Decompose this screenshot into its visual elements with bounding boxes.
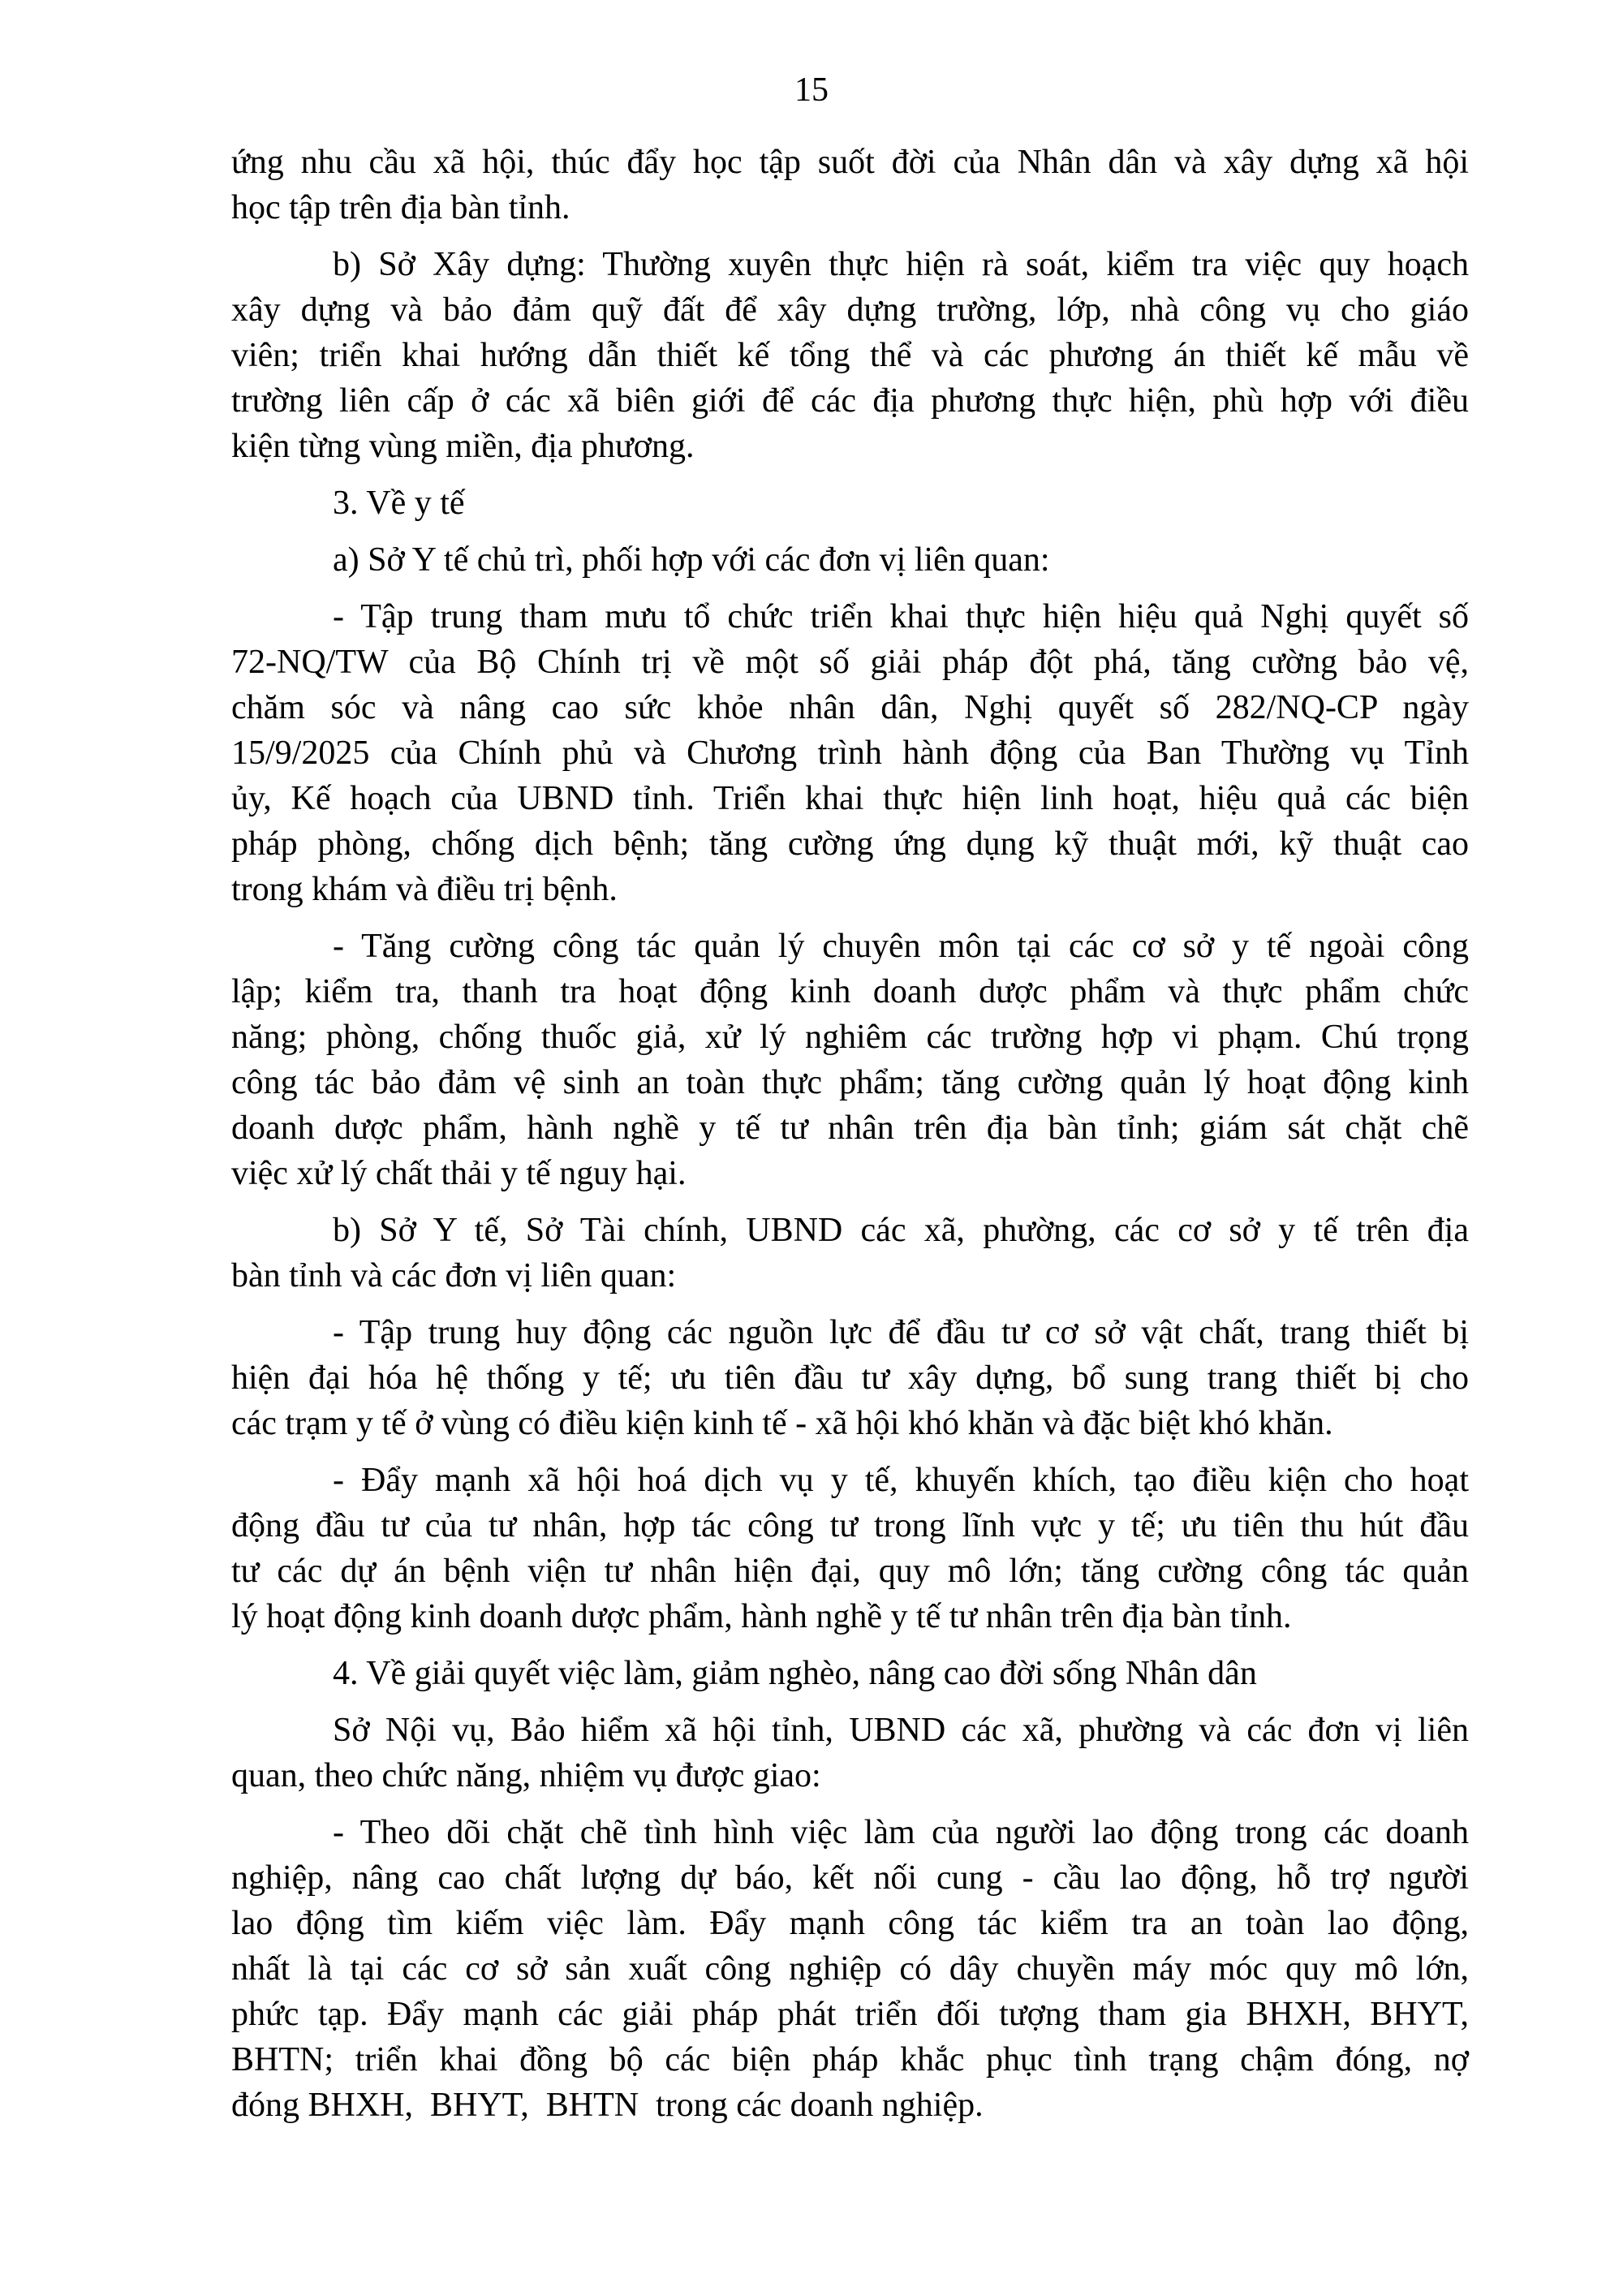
text-line: trong khám và điều trị bệnh. xyxy=(231,871,618,908)
text-line: pháp phòng, chống dịch bệnh; tăng cường ứng dụng kỹ thuật mới, kỹ thuật cao xyxy=(231,825,1469,863)
text-line: - Tăng cường công tác quản lý chuyên môn tại các cơ sở y tế ngoài công xyxy=(333,928,1469,965)
section-heading xyxy=(231,480,1469,526)
text-line: BHTN; triển khai đồng bộ các biện pháp khắc phục tình trạng chậm đóng, nợ xyxy=(231,2041,1469,2078)
text-line: - Đẩy mạnh xã hội hoá dịch vụ y tế, khuyến khích, tạo điều kiện cho hoạt xyxy=(333,1462,1469,1499)
text-line: lập; kiểm tra, thanh tra hoạt động kinh doanh dược phẩm và thực phẩm chức xyxy=(231,973,1469,1010)
text-line: nhất là tại các cơ sở sản xuất công nghiệp có dây chuyền máy móc quy mô lớn, xyxy=(231,1950,1469,1988)
paragraph xyxy=(231,1810,1469,2128)
text-line: xây dựng và bảo đảm quỹ đất để xây dựng trường, lớp, nhà công vụ cho giáo xyxy=(231,291,1469,329)
paragraph xyxy=(231,242,1469,469)
text-line: phức tạp. Đẩy mạnh các giải pháp phát triển đối tượng tham gia BHXH, BHYT, xyxy=(231,1996,1469,2033)
text-line: việc xử lý chất thải y tế nguy hại. xyxy=(231,1155,687,1192)
text-line: tư các dự án bệnh viện tư nhân hiện đại, quy mô lớn; tăng cường công tác quản xyxy=(231,1553,1469,1590)
text-line: chăm sóc và nâng cao sức khỏe nhân dân, Nghị quyết số 282/NQ-CP ngày xyxy=(231,689,1469,726)
text-line: trường liên cấp ở các xã biên giới để các địa phương thực hiện, phù hợp với điều xyxy=(231,382,1469,420)
text-line: 4. Về giải quyết việc làm, giảm nghèo, nâng cao đời sống Nhân dân xyxy=(333,1655,1257,1692)
text-line: 72-NQ/TW của Bộ Chính trị về một số giải pháp đột phá, tăng cường bảo vệ, xyxy=(231,644,1469,681)
paragraph xyxy=(231,140,1469,230)
text-line: kiện từng vùng miền, địa phương. xyxy=(231,428,695,465)
text-line: - Theo dõi chặt chẽ tình hình việc làm của người lao động trong các doanh xyxy=(333,1814,1469,1851)
paragraph xyxy=(231,1708,1469,1798)
text-line: ứng nhu cầu xã hội, thúc đẩy học tập suốt đời của Nhân dân và xây dựng xã hội xyxy=(231,144,1469,181)
text-line: bàn tỉnh và các đơn vị liên quan: xyxy=(231,1257,677,1294)
paragraph xyxy=(231,1208,1469,1299)
section-heading xyxy=(231,1651,1469,1696)
text-line: 3. Về y tế xyxy=(333,485,465,522)
text-line: viên; triển khai hướng dẫn thiết kế tổng thể và các phương án thiết kế mẫu về xyxy=(231,337,1469,374)
text-line: hiện đại hóa hệ thống y tế; ưu tiên đầu tư xây dựng, bổ sung trang thiết bị cho xyxy=(231,1359,1469,1397)
text-line: 15/9/2025 của Chính phủ và Chương trình hành động của Ban Thường vụ Tỉnh xyxy=(231,734,1469,772)
text-line: ủy, Kế hoạch của UBND tỉnh. Triển khai thực hiện linh hoạt, hiệu quả các biện xyxy=(231,780,1469,817)
text-line: doanh dược phẩm, hành nghề y tế tư nhân trên địa bàn tỉnh; giám sát chặt chẽ xyxy=(231,1109,1469,1147)
paragraph xyxy=(231,1310,1469,1446)
text-line: b) Sở Xây dựng: Thường xuyên thực hiện rà soát, kiểm tra việc quy hoạch xyxy=(333,246,1469,283)
text-line: b) Sở Y tế, Sở Tài chính, UBND các xã, phường, các cơ sở y tế trên địa xyxy=(333,1212,1469,1249)
paragraph xyxy=(231,537,1469,583)
text-line: - Tập trung tham mưu tổ chức triển khai thực hiện hiệu quả Nghị quyết số xyxy=(333,598,1469,635)
text-line: lý hoạt động kinh doanh dược phẩm, hành nghề y tế tư nhân trên địa bàn tỉnh. xyxy=(231,1598,1292,1635)
paragraph xyxy=(231,924,1469,1196)
text-line: năng; phòng, chống thuốc giả, xử lý nghiêm các trường hợp vi phạm. Chú trọng xyxy=(231,1019,1469,1056)
text-line: - Tập trung huy động các nguồn lực để đầu tư cơ sở vật chất, trang thiết bị xyxy=(333,1314,1469,1351)
text-line: đóng BHXH, BHYT, BHTN trong các doanh nghiệp. xyxy=(231,2087,984,2124)
text-line: động đầu tư của tư nhân, hợp tác công tư trong lĩnh vực y tế; ưu tiên thu hút đầu xyxy=(231,1507,1469,1544)
text-line: lao động tìm kiếm việc làm. Đẩy mạnh công tác kiểm tra an toàn lao động, xyxy=(231,1905,1469,1942)
text-line: các trạm y tế ở vùng có điều kiện kinh tế - xã hội khó khăn và đặc biệt khó khăn. xyxy=(231,1405,1333,1442)
text-line: học tập trên địa bàn tỉnh. xyxy=(231,189,570,226)
text-line: quan, theo chức năng, nhiệm vụ được giao: xyxy=(231,1757,821,1794)
text-line: công tác bảo đảm vệ sinh an toàn thực phẩm; tăng cường quản lý hoạt động kinh xyxy=(231,1064,1469,1101)
text-line: Sở Nội vụ, Bảo hiểm xã hội tỉnh, UBND các xã, phường và các đơn vị liên xyxy=(333,1712,1469,1749)
paragraph xyxy=(231,1458,1469,1639)
text-line: a) Sở Y tế chủ trì, phối hợp với các đơn vị liên quan: xyxy=(333,541,1050,579)
text-line: nghiệp, nâng cao chất lượng dự báo, kết nối cung - cầu lao động, hỗ trợ người xyxy=(231,1859,1469,1897)
page-number: 15 xyxy=(794,71,829,109)
paragraph xyxy=(231,594,1469,912)
document-body xyxy=(231,140,1469,2139)
